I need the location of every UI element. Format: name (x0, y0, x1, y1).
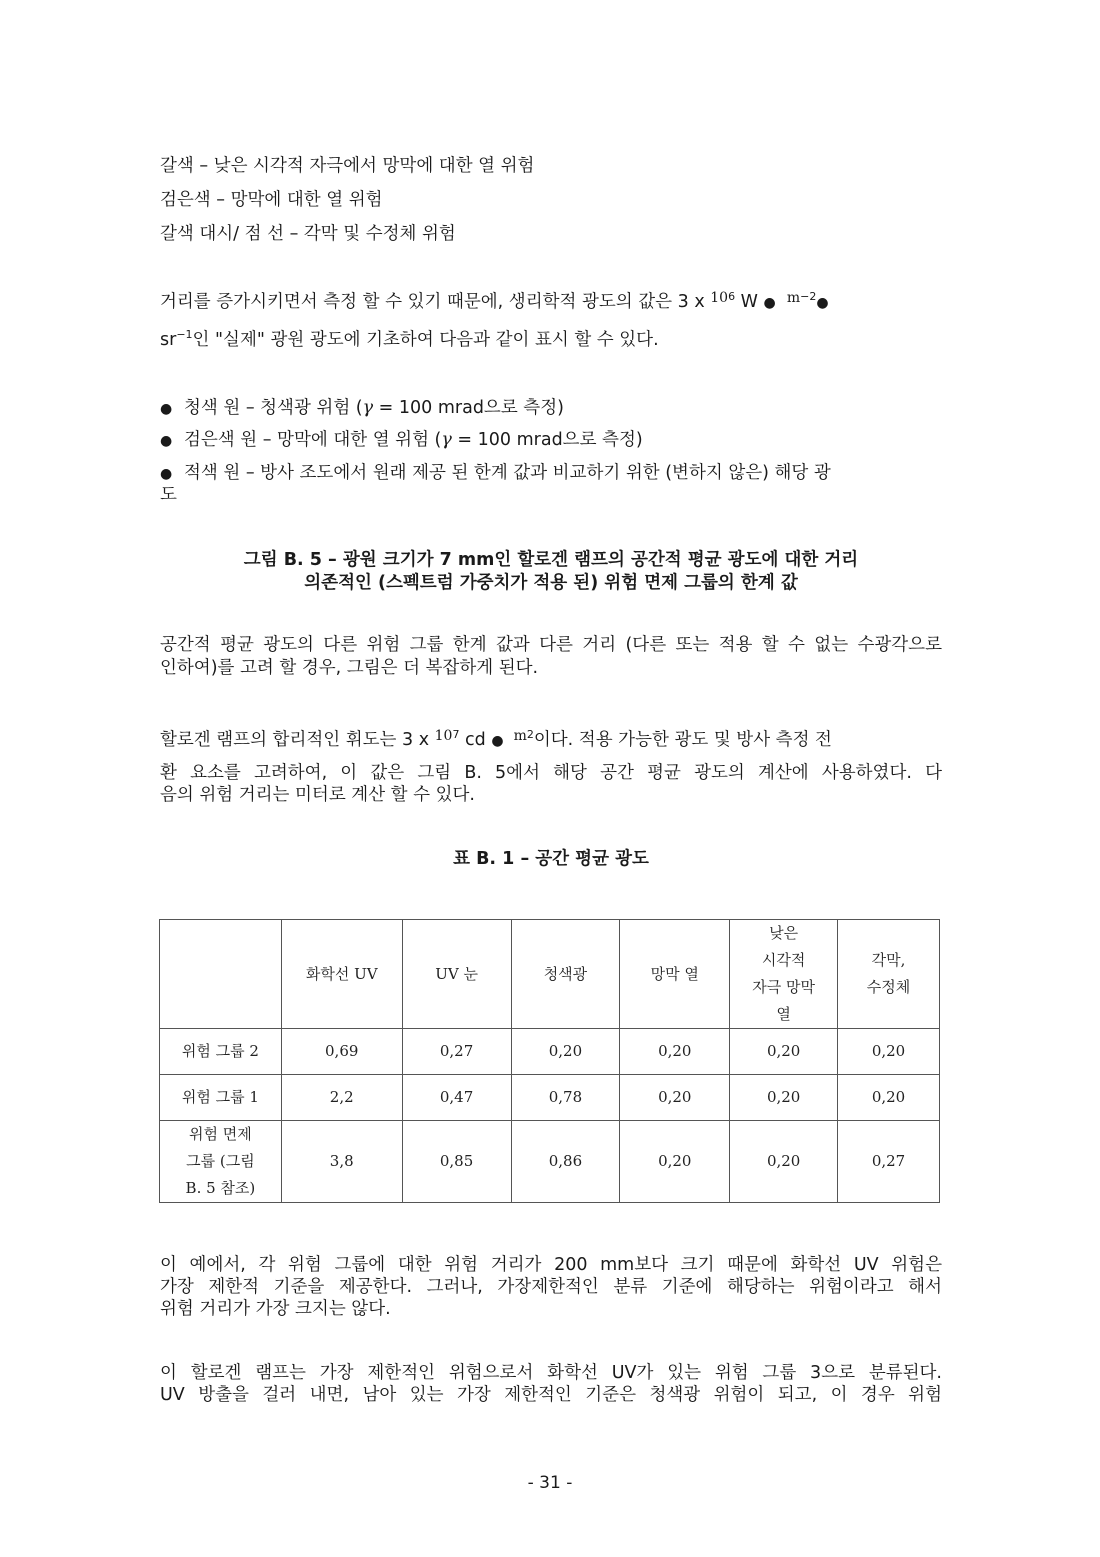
row-label-text: 그룹 (그림 (186, 1152, 255, 1170)
row-label-text: B. 5 참조) (185, 1179, 256, 1197)
para1-m-exp: −2 (800, 290, 817, 303)
para1-power-base: 10 (710, 290, 729, 306)
table-header-blue-light: 청색광 (511, 920, 620, 1029)
paragraph-3-line-2: 환 요소를 고려하여, 이 값은 그림 B. 5에서 해당 공간 평균 광도의 계산에 사용하였다. 다 (160, 763, 942, 783)
table-cell: 0,20 (620, 1121, 730, 1203)
para3-text-c: 이다. 적용 가능한 광도 및 방사 측정 전 (533, 730, 832, 750)
para1-m: m (786, 290, 801, 306)
bullet-icon: ● (160, 466, 173, 482)
page-number: - 31 - (527, 1473, 573, 1493)
row-label-text: 위험 면제 (189, 1125, 252, 1143)
paragraph-4-line-1: 이 예에서, 각 위험 그룹에 대한 위험 거리가 200 mm보다 크기 때문에 화학선 UV 위험은 (160, 1255, 942, 1275)
para3-unit-cd: cd (459, 730, 492, 750)
table-cell: 0,27 (838, 1121, 940, 1203)
table-cell: 0,27 (402, 1029, 511, 1075)
bullet-text-a: 청색 원 – 청색광 위험 ( (184, 398, 363, 418)
bullet-black-circle (160, 429, 643, 452)
para3-dot: ● (491, 733, 504, 749)
table-cell: 0,20 (730, 1075, 838, 1121)
header-text: 자극 망막 (752, 978, 816, 996)
table-header-actinic-uv: 화학선 UV (281, 920, 402, 1029)
paragraph-3-line-1 (160, 729, 832, 753)
table-cell: 0,20 (730, 1121, 838, 1203)
table-row (160, 1075, 940, 1121)
para1-dot-2: ● (816, 295, 829, 311)
bullet-icon: ● (160, 401, 173, 417)
legend-line-brown-dash: 갈색 대시/ 점 선 – 각막 및 수정체 위험 (160, 224, 456, 244)
table-cell: 0,69 (281, 1029, 402, 1075)
para3-power-base: 10 (434, 728, 453, 744)
paragraph-2-line-1: 공간적 평균 광도의 다른 위험 그룹 한계 값과 다른 거리 (다른 또는 적용 할 수 없는 수광각으로 (160, 635, 942, 655)
para1-power-exp: 6 (728, 290, 736, 303)
row-label (160, 1121, 282, 1203)
header-text: 수정체 (866, 978, 911, 996)
gamma-symbol: γ (362, 398, 374, 418)
table-cell: 0,85 (402, 1121, 511, 1203)
bullet-text-b: = 100 mrad으로 측정) (451, 430, 643, 450)
table-row (160, 1029, 940, 1075)
paragraph-3-line-3: 음의 위험 거리는 미터로 계산 할 수 있다. (160, 785, 475, 805)
table-cell: 3,8 (281, 1121, 402, 1203)
table-cell: 0,78 (511, 1075, 620, 1121)
table-header-corner (160, 920, 282, 1029)
table-cell: 0,20 (511, 1029, 620, 1075)
gamma-symbol: γ (441, 430, 452, 450)
header-text: 각막, (871, 951, 906, 969)
table-row (160, 1121, 940, 1203)
table-cell: 0,20 (620, 1075, 730, 1121)
para3-power-exp: 7 (452, 728, 460, 741)
paragraph-5-line-1: 이 할로겐 램프는 가장 제한적인 위험으로서 화학선 UV가 있는 위험 그룹 3으로 분류된다. (160, 1363, 942, 1383)
table-header-low-visual-stimulus (730, 920, 838, 1029)
para3-text-a: 할로겐 램프의 합리적인 휘도는 3 x (160, 730, 435, 750)
table-header-cornea-lens (838, 920, 940, 1029)
para3-m-exp: 2 (526, 728, 534, 741)
figure-caption-line-2: 의존적인 (스펙트럼 가중치가 적용 된) 위험 면제 그룹의 한계 값 (304, 573, 798, 593)
table-cell: 0,20 (730, 1029, 838, 1075)
legend-line-brown: 갈색 – 낮은 시각적 자극에서 망막에 대한 열 위험 (160, 156, 535, 176)
table-caption: 표 B. 1 – 공간 평균 광도 (453, 849, 649, 869)
paragraph-1-line-2 (160, 329, 659, 353)
bullet-text-a: 적색 원 – 방사 조도에서 원래 제공 된 한계 값과 비교하기 위한 (변하지 않은) 해당 광 (184, 463, 831, 483)
table-cell: 0,20 (838, 1029, 940, 1075)
bullet-blue-circle (160, 397, 564, 420)
table-cell: 0,86 (511, 1121, 620, 1203)
table-header-retinal-thermal: 망막 열 (620, 920, 730, 1029)
row-label: 위험 그룹 1 (160, 1075, 282, 1121)
bullet-red-circle (160, 462, 831, 485)
paragraph-1-line-1 (160, 291, 829, 315)
bullet-text-b: = 100 mrad으로 측정) (373, 398, 564, 418)
spatial-average-radiance-table (159, 919, 940, 1203)
para1-sr: sr (160, 330, 177, 350)
header-text: 낮은 (769, 924, 799, 942)
para3-m: m (509, 728, 527, 744)
header-text: 시각적 (761, 951, 806, 969)
table-cell: 0,20 (620, 1029, 730, 1075)
row-label: 위험 그룹 2 (160, 1029, 282, 1075)
paragraph-5-line-2: UV 방출을 걸러 내면, 남아 있는 가장 제한적인 기준은 청색광 위험이 되고, 이 경우 위험 (160, 1385, 942, 1405)
legend-line-black: 검은색 – 망막에 대한 열 위험 (160, 190, 383, 210)
table-cell: 0,47 (402, 1075, 511, 1121)
para1-sr-exp: −1 (176, 328, 193, 341)
paragraph-4-line-3: 위험 거리가 가장 크지는 않다. (160, 1299, 391, 1319)
para1-unit-w: W (735, 292, 764, 312)
para1-line2-text: 인 "실제" 광원 광도에 기초하여 다음과 같이 표시 할 수 있다. (192, 330, 659, 350)
para1-text: 거리를 증가시키면서 측정 할 수 있기 때문에, 생리학적 광도의 값은 3 x (160, 292, 711, 312)
table-cell: 0,20 (838, 1075, 940, 1121)
paragraph-4-line-2: 가장 제한적 기준을 제공한다. 그러나, 가장제한적인 분류 기준에 해당하는 위험이라고 해서 (160, 1277, 942, 1297)
para1-dot-1: ● (763, 295, 776, 311)
bullet-text-a: 검은색 원 – 망막에 대한 열 위험 ( (184, 430, 442, 450)
paragraph-2-line-2: 인하여)를 고려 할 경우, 그림은 더 복잡하게 된다. (160, 658, 539, 678)
header-text: 열 (776, 1005, 791, 1023)
figure-caption-line-1: 그림 B. 5 – 광원 크기가 7 mm인 할로겐 램프의 공간적 평균 광도에 대한 거리 (243, 550, 859, 570)
table-header-uv-eye: UV 눈 (402, 920, 511, 1029)
bullet-red-circle-continuation: 도 (160, 485, 177, 505)
table-header-row (160, 920, 940, 1029)
table-cell: 2,2 (281, 1075, 402, 1121)
bullet-icon: ● (160, 433, 173, 449)
